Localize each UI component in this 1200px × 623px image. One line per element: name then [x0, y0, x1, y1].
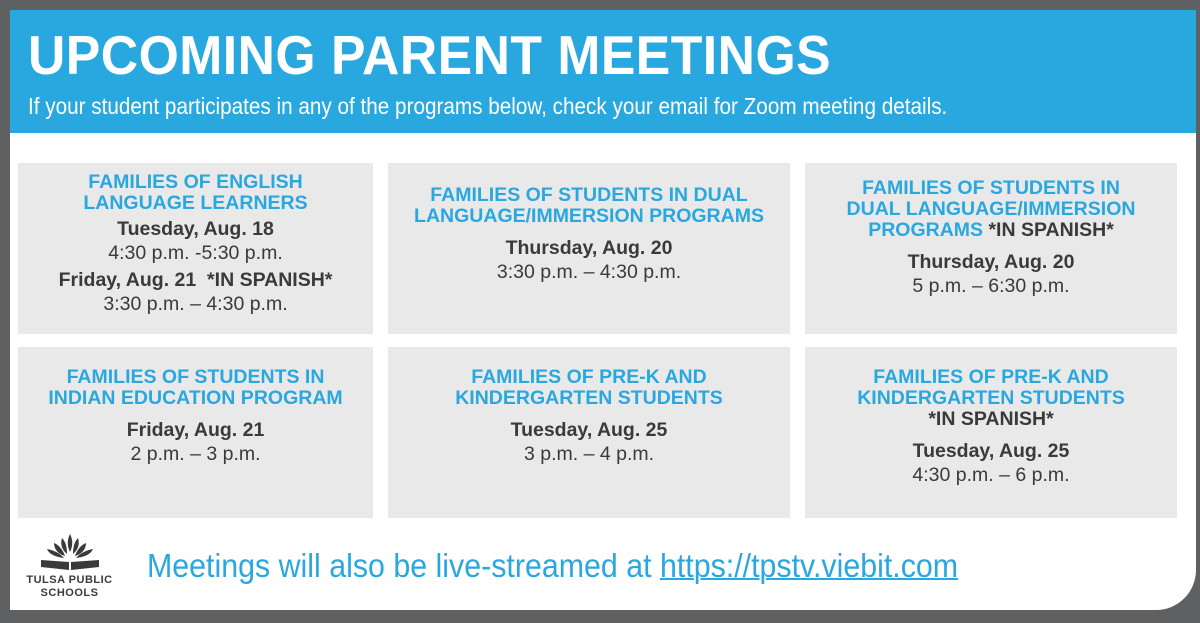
session-date: Tuesday, Aug. 18: [117, 218, 274, 240]
spanish-tag: *IN SPANISH*: [988, 219, 1114, 241]
session-date: Tuesday, Aug. 25: [510, 419, 668, 441]
card-heading: [805, 367, 1177, 430]
card-heading-line: FAMILIES OF PRE-K AND: [873, 366, 1109, 388]
header-banner: [10, 10, 1196, 133]
session-date: Friday, Aug. 21: [126, 419, 265, 441]
session-date: Thursday, Aug. 20: [907, 251, 1075, 273]
card-heading: [388, 185, 790, 227]
card-heading-line: LANGUAGE LEARNERS: [83, 192, 308, 214]
meeting-card-indian-education: [18, 347, 373, 518]
session-time: 3 p.m. – 4 p.m.: [523, 443, 655, 465]
spanish-tag: *IN SPANISH*: [928, 408, 1054, 430]
card-heading-line: KINDERGARTEN STUDENTS: [455, 387, 723, 409]
open-book-icon: [35, 530, 105, 574]
card-heading-line: INDIAN EDUCATION PROGRAM: [48, 387, 343, 409]
logo-text: [22, 574, 117, 600]
page-title: UPCOMING PARENT MEETINGS: [28, 24, 832, 86]
card-heading-line: KINDERGARTEN STUDENTS: [857, 387, 1125, 409]
session-date: Thursday, Aug. 20: [505, 237, 673, 259]
card-heading-line: DUAL LANGUAGE/IMMERSION: [846, 198, 1136, 220]
session-time: 4:30 p.m. -5:30 p.m.: [108, 242, 283, 264]
logo-text-line: SCHOOLS: [40, 587, 99, 599]
card-heading-line: FAMILIES OF ENGLISH: [88, 171, 303, 193]
meeting-card-ell: [18, 163, 373, 334]
session-time: 5 p.m. – 6:30 p.m.: [912, 275, 1070, 297]
tulsa-public-schools-logo: [22, 530, 117, 605]
card-heading: [18, 172, 373, 214]
card-heading: [388, 367, 790, 409]
meeting-card-dual-language: [388, 163, 790, 334]
card-heading-line: LANGUAGE/IMMERSION PROGRAMS: [414, 205, 764, 227]
card-heading: [18, 367, 373, 409]
logo-text-line: TULSA PUBLIC: [26, 574, 113, 586]
session-time: 2 p.m. – 3 p.m.: [130, 443, 261, 465]
meeting-card-dual-language-spanish: [805, 163, 1177, 334]
footer-text: Meetings will also be live-streamed at: [147, 547, 660, 584]
page-subtitle: If your student participates in any of the programs below, check your email for Zoom meeting details.: [28, 93, 948, 119]
session-time: 3:30 p.m. – 4:30 p.m.: [103, 293, 288, 315]
meeting-card-prek-k-spanish: [805, 347, 1177, 518]
card-heading-line: FAMILIES OF STUDENTS IN: [66, 366, 325, 388]
card-heading-line: FAMILIES OF STUDENTS IN: [862, 177, 1120, 199]
footer-livestream-note: [147, 546, 958, 586]
livestream-link[interactable]: https://tpstv.viebit.com: [659, 547, 959, 584]
session-time: 4:30 p.m. – 6 p.m.: [912, 464, 1070, 486]
session-date: Friday, Aug. 21 *IN SPANISH*: [58, 269, 333, 291]
card-heading-line: FAMILIES OF PRE-K AND: [471, 366, 707, 388]
session-date: Tuesday, Aug. 25: [912, 440, 1070, 462]
meeting-card-prek-k: [388, 347, 790, 518]
flyer: [10, 10, 1196, 610]
session-time: 3:30 p.m. – 4:30 p.m.: [496, 261, 682, 283]
card-heading: [805, 178, 1177, 241]
card-heading-line: PROGRAMS: [868, 219, 984, 241]
card-heading-line: FAMILIES OF STUDENTS IN DUAL: [430, 184, 748, 206]
